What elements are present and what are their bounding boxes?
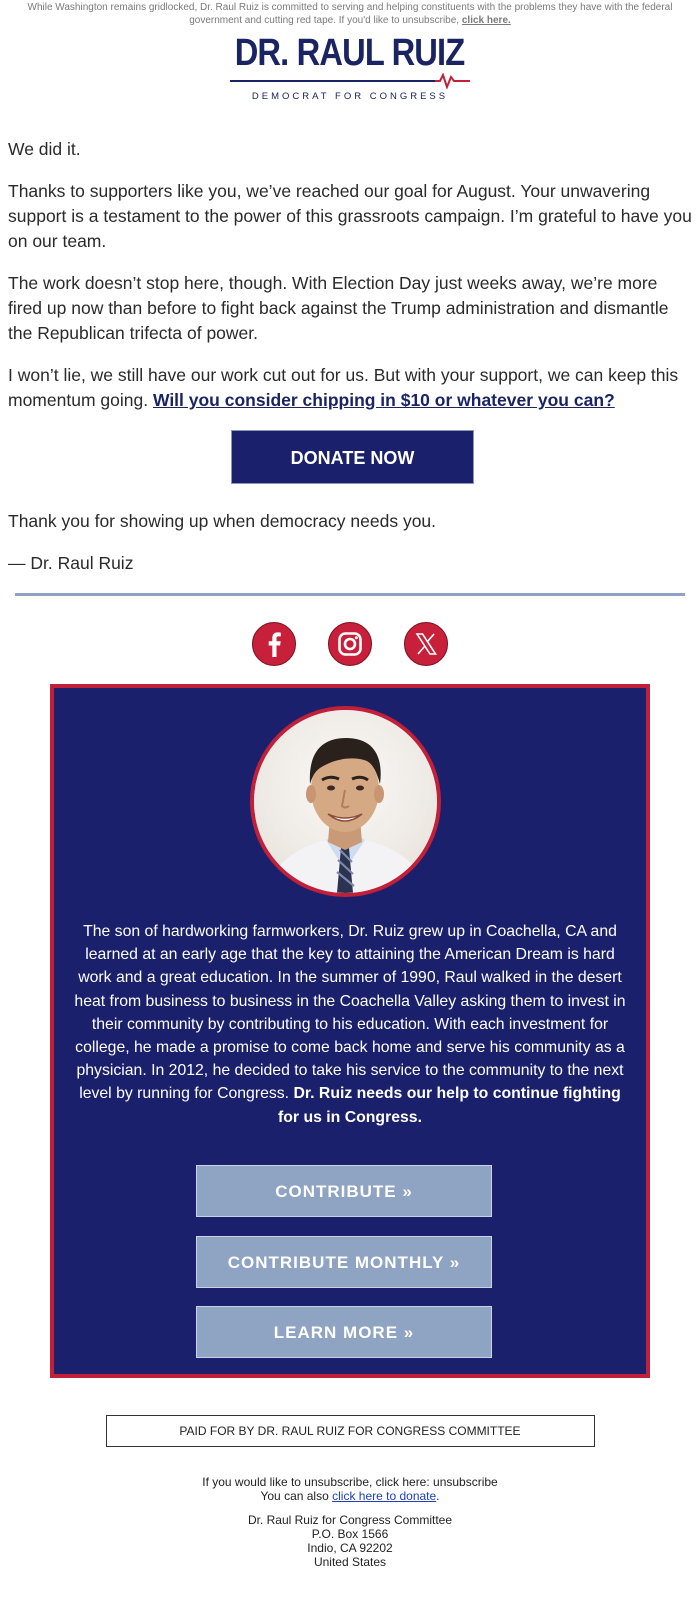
facebook-icon[interactable] [252,622,296,666]
paragraph-4 [8,363,692,413]
logo-name: DR. RAUL RUIZ [235,32,465,74]
contribute-monthly-button[interactable]: CONTRIBUTE MONTHLY » [196,1236,492,1288]
campaign-logo [0,32,700,102]
preheader-text: While Washington remains gridlocked, Dr. Raul Ruiz is committed to serving and helping constituents with the problems they have with the federal government and cutting red tape. If you'd like to unsubscribe, [27,2,673,26]
email-closing [0,509,700,576]
paragraph-2: Thanks to supporters like you, we’ve reached our goal for August. Your unwavering support is a testament to the power of this grassroots campaign. I’m grateful to have you on our team. [8,181,692,251]
bio-paragraph: The son of hardworking farmworkers, Dr. Ruiz grew up in Coachella, CA and learned at an early age that the key to attaining the American Dream is hard work and a great education. In the summer of 1990, Raul walked in the desert heat from business to business in the Coachella Valley asking them to invest in their community by contributing to his education. With each investment for college, he made a promise to come back home and serve his community as a physician. In 2012, he decided to take his service to the community to the next level by running for Congress. [74,923,626,1103]
donate-prefix: You can also [260,1489,329,1503]
paragraph-3: The work doesn’t stop here, though. With Election Day just weeks away, we’re more fired up now than before to fight back against the Trump administration and dismantle the Republican trifecta of power. [8,273,669,343]
footer [0,1475,700,1569]
address-line: Indio, CA 92202 [307,1541,393,1555]
contribute-button[interactable]: CONTRIBUTE » [196,1165,492,1217]
instagram-icon[interactable] [328,622,372,666]
preheader [0,1,700,27]
candidate-portrait [250,706,441,897]
donate-suffix: . [436,1489,440,1503]
donate-wrap [0,430,700,484]
bio-text [68,920,632,1129]
address-line: P.O. Box 1566 [311,1527,389,1541]
paragraph-4-text: I won’t lie, we still have our work cut out for us. But with your support, we can keep this momentum going. [8,365,679,410]
paragraph-1: We did it. [8,139,81,159]
social-links [0,622,700,666]
paragraph-5: Thank you for showing up when democracy needs you. [8,511,437,531]
section-divider [15,593,685,596]
donate-line [0,1489,700,1503]
mailing-address [0,1513,700,1569]
email-body [0,137,700,413]
heartbeat-line-icon [230,73,470,89]
chip-in-link[interactable]: Will you consider chipping in $10 or whatever you can? [152,390,615,410]
bio-section [50,684,650,1378]
footer-donate-link[interactable]: click here to donate [332,1489,437,1503]
preheader-unsubscribe-link[interactable]: click here. [461,15,511,26]
unsubscribe-text[interactable]: If you would like to unsubscribe, click here: unsubscribe [202,1475,498,1489]
paid-for-disclaimer: PAID FOR BY DR. RAUL RUIZ FOR CONGRESS COMMITTEE [106,1415,595,1447]
address-line: Dr. Raul Ruiz for Congress Committee [247,1513,453,1527]
bio-call-to-action: Dr. Ruiz needs our help to continue fighting for us in Congress. [278,1085,621,1126]
logo-tagline: DEMOCRAT FOR CONGRESS [251,91,449,102]
signature: — Dr. Raul Ruiz [8,553,134,573]
address-line: United States [313,1555,387,1569]
learn-more-button[interactable]: LEARN MORE » [196,1306,492,1358]
donate-now-button[interactable]: DONATE NOW [231,430,474,484]
x-icon[interactable] [404,622,448,666]
